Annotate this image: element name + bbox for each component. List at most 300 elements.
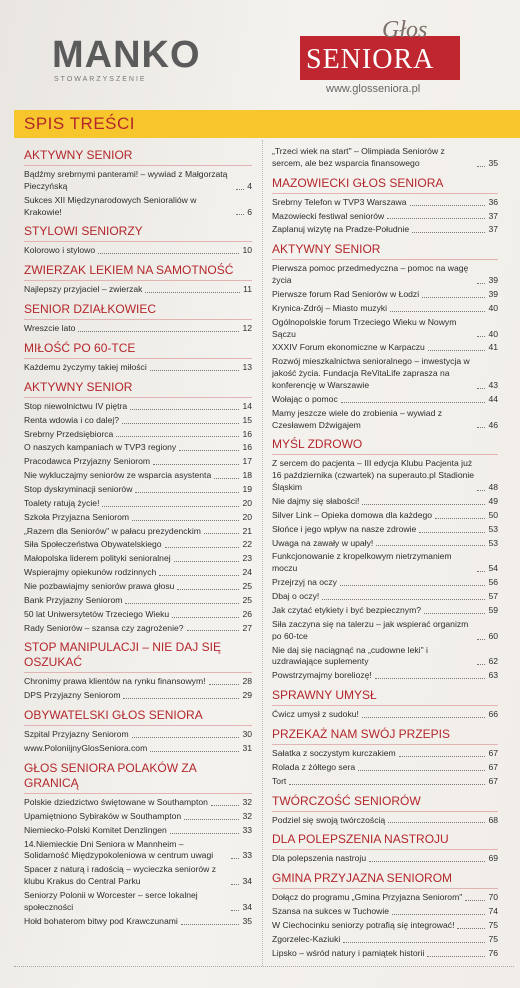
entry-page-number: 37 <box>488 224 498 235</box>
entry-title: Rady Seniorów – szansa czy zagrożenie? <box>24 622 184 633</box>
dot-leader <box>410 205 486 206</box>
entry-title: Dbaj o oczy! <box>272 591 320 602</box>
dot-leader <box>236 214 244 215</box>
toc-entry[interactable] <box>272 591 498 603</box>
dot-leader <box>150 751 239 752</box>
entry-page-number: 20 <box>242 497 252 508</box>
toc-entry[interactable] <box>272 524 498 536</box>
entry-title: W Ciechocinku seniorzy potrafią się integrować! <box>272 919 455 930</box>
entry-title: Nie wykluczajmy seniorów ze wsparcia asystenta <box>24 470 212 481</box>
dot-leader <box>211 805 240 806</box>
entry-page-number: 59 <box>488 604 498 615</box>
entry-title: Nie pozbawiajmy seniorów prawa głosu <box>24 581 175 592</box>
glos-logo-script: Głos <box>382 17 428 43</box>
bottom-divider <box>14 966 514 967</box>
entry-page-number: 40 <box>488 302 498 313</box>
toc-section <box>272 242 498 431</box>
toc-entry[interactable] <box>272 619 498 643</box>
entry-title: Rolada z żółtego sera <box>272 761 356 772</box>
entry-title: Polskie dziedzictwo świętowane w Southampton <box>24 796 208 807</box>
toc-entry[interactable] <box>24 484 252 496</box>
section-title: GŁOS SENIORA POLAKÓW ZA GRANICĄ <box>24 761 252 794</box>
dot-leader <box>289 784 485 785</box>
dot-leader <box>340 585 485 586</box>
entry-title: Wołając o pomoc <box>272 393 338 404</box>
toc-section <box>24 708 252 755</box>
dot-leader <box>412 232 485 233</box>
entry-page-number: 16 <box>242 428 252 439</box>
entry-title: Sukces XII Międzynarodowych Senioraliów w Krakowie! <box>24 194 197 217</box>
toc-entry[interactable] <box>24 729 252 741</box>
dot-leader <box>231 858 239 859</box>
entry-title: Funkcjonowanie z kropelkowym nietrzymaniem moczu <box>272 551 452 574</box>
entry-page-number: 48 <box>488 482 498 493</box>
toc-entry[interactable] <box>24 864 252 888</box>
entry-page-number: 15 <box>242 414 252 425</box>
entry-title: Zaplanuj wizytę na Pradze-Południe <box>272 224 410 235</box>
entry-page-number: 32 <box>242 810 252 821</box>
dot-leader <box>231 910 239 911</box>
dot-leader <box>419 532 485 533</box>
dot-leader <box>170 833 240 834</box>
entry-title: Toalety ratują życie! <box>24 497 100 508</box>
toc-entry[interactable] <box>272 920 498 932</box>
dot-leader <box>130 409 239 410</box>
toc-entry[interactable] <box>272 906 498 918</box>
toc-section <box>272 727 498 788</box>
entry-title: Z sercem do pacjenta – III edycja Klubu Pacjenta już 16 października (czwartek) na superauto.pl Stadionie Śląskim <box>272 458 475 493</box>
toc-entry[interactable] <box>24 890 252 914</box>
toc-entry[interactable] <box>24 539 252 551</box>
entry-page-number: 63 <box>488 670 498 681</box>
dot-leader <box>125 603 239 604</box>
section-title: AKTYWNY SENIOR <box>24 148 252 166</box>
entry-title: Silver Link – Opieka domowa dla każdego <box>272 509 433 520</box>
toc-entry[interactable] <box>24 401 252 413</box>
dot-leader <box>341 402 486 403</box>
entry-page-number: 25 <box>242 594 252 605</box>
dot-leader <box>172 617 239 618</box>
toc-left-column <box>24 146 252 930</box>
entry-page-number: 54 <box>488 563 498 574</box>
entry-page-number: 31 <box>242 743 252 754</box>
toc-entry[interactable] <box>24 811 252 823</box>
entry-page-number: 26 <box>242 608 252 619</box>
entry-page-number: 75 <box>488 919 498 930</box>
entry-title: Hołd bohaterom bitwy pod Krawczunami <box>24 915 178 926</box>
section-title: SENIOR DZIAŁKOWIEC <box>24 302 252 320</box>
toc-entry[interactable] <box>272 605 498 617</box>
entry-title: Najlepszy przyjaciel – zwierzak <box>24 284 143 295</box>
entry-title: Spacer z naturą i radością – wycieczka seniorów z klubu Krakus do Central Parku <box>24 864 217 887</box>
dot-leader <box>135 492 239 493</box>
toc-entry[interactable] <box>272 709 498 721</box>
entry-page-number: 14 <box>242 400 252 411</box>
section-title: SPRAWNY UMYSŁ <box>272 688 498 706</box>
dot-leader <box>204 533 240 534</box>
dot-leader <box>477 283 485 284</box>
entry-title: Srebrny Telefon w TVP3 Warszawa <box>272 196 407 207</box>
toc-section <box>272 688 498 721</box>
entry-title: Ćwicz umysł z sudoku! <box>272 709 359 720</box>
dot-leader <box>358 770 485 771</box>
column-divider <box>262 140 263 966</box>
entry-page-number: 35 <box>242 915 252 926</box>
entry-page-number: 56 <box>488 577 498 588</box>
dot-leader <box>123 698 239 699</box>
entry-title: Siła Społeczeństwa Obywatelskiego <box>24 539 162 550</box>
dot-leader <box>465 900 485 901</box>
dot-leader <box>181 924 240 925</box>
dot-leader <box>477 664 485 665</box>
toc-entry[interactable] <box>272 408 498 432</box>
entry-page-number: 6 <box>247 206 252 217</box>
entry-title: Nie daj się naciągnąć na „cudowne leki" i uzdrawiające suplementy <box>272 644 428 667</box>
entry-page-number: 10 <box>242 245 252 256</box>
dot-leader <box>477 388 485 389</box>
dot-leader <box>322 599 485 600</box>
entry-title: Uwaga na zawały w upały! <box>272 537 374 548</box>
entry-page-number: 21 <box>242 525 252 536</box>
entry-page-number: 37 <box>488 210 498 221</box>
entry-title: Dla polepszenia nastroju <box>272 853 367 864</box>
toc-entry[interactable] <box>24 609 252 621</box>
entry-title: Ogólnopolskie forum Trzeciego Wieku w Nowym Sączu <box>272 316 457 339</box>
entry-page-number: 76 <box>488 947 498 958</box>
toc-entry[interactable] <box>24 284 252 296</box>
toc-entry[interactable] <box>272 776 498 788</box>
entry-page-number: 39 <box>488 275 498 286</box>
dot-leader <box>428 350 486 351</box>
dot-leader <box>399 756 486 757</box>
section-title: TWÓRCZOŚĆ SENIORÓW <box>272 794 498 812</box>
entry-title: Stop dyskryminacji seniorów <box>24 484 133 495</box>
entry-title: Krynica-Zdrój – Miasto muzyki <box>272 302 388 313</box>
entry-title: Szansa na sukces w Tuchowie <box>272 906 390 917</box>
entry-title: Bądźmy srebrnymi panterami! – wywiad z Małgorzatą Pieczyńską <box>24 169 228 191</box>
toc-entry[interactable] <box>272 853 498 865</box>
entry-page-number: 60 <box>488 630 498 641</box>
toc-section <box>24 148 252 218</box>
dot-leader <box>477 166 485 167</box>
entry-title: Mamy jeszcze wiele do zrobienia – wywiad z Czesławem Dźwigajem <box>272 407 443 430</box>
toc-entry[interactable] <box>24 916 252 928</box>
section-title: AKTYWNY SENIOR <box>24 380 252 398</box>
dot-leader <box>236 189 244 190</box>
dot-leader <box>477 490 485 491</box>
dot-leader <box>477 336 485 337</box>
toc-section <box>24 224 252 257</box>
toc-entry[interactable] <box>24 553 252 565</box>
entry-page-number: 68 <box>488 814 498 825</box>
dot-leader <box>376 545 485 546</box>
entry-title: Podziel się swoją twórczością <box>272 814 386 825</box>
toc-entry[interactable] <box>24 581 252 593</box>
dot-leader <box>477 427 485 428</box>
entry-title: XXXIV Forum ekonomiczne w Karpaczu <box>272 342 425 353</box>
entry-title: Siła zaczyna się na talerzu – jak wspierać organizm po 60-tce <box>272 618 469 641</box>
section-title: STYLOWI SENIORZY <box>24 224 252 242</box>
toc-entry[interactable] <box>24 676 252 688</box>
dot-leader <box>177 589 239 590</box>
entry-title: Dołącz do programu „Gmina Przyjazna Seniorom" <box>272 892 463 903</box>
entry-page-number: 41 <box>488 342 498 353</box>
entry-page-number: 39 <box>488 289 498 300</box>
dot-leader <box>427 956 485 957</box>
dot-leader <box>362 717 486 718</box>
entry-title: DPS Przyjazny Seniorom <box>24 690 121 701</box>
entry-page-number: 44 <box>488 393 498 404</box>
toc-section <box>272 871 498 959</box>
entry-page-number: 12 <box>242 323 252 334</box>
toc-entry[interactable] <box>272 263 498 287</box>
entry-title: Zgorzelec-Kaziuki <box>272 933 341 944</box>
dot-leader <box>392 914 485 915</box>
glos-logo-main: SENIORA <box>306 44 435 75</box>
section-title: DLA POLEPSZENIA NASTROJU <box>272 832 498 850</box>
entry-title: Upamiętniono Sybiraków w Southampton <box>24 810 182 821</box>
toc-entry[interactable] <box>272 458 498 494</box>
dot-leader <box>387 218 485 219</box>
entry-page-number: 69 <box>488 853 498 864</box>
dot-leader <box>369 861 485 862</box>
toc-section <box>24 263 252 296</box>
toc-entry[interactable] <box>24 839 252 863</box>
section-title: MYŚL ZDROWO <box>272 437 498 455</box>
manko-logo <box>52 32 232 92</box>
entry-title: Wreszcie lato <box>24 323 76 334</box>
toc-section <box>24 761 252 928</box>
toc-entry[interactable] <box>24 429 252 441</box>
entry-page-number: 66 <box>488 709 498 720</box>
entry-title: Tort <box>272 775 287 786</box>
toc-entry[interactable] <box>272 510 498 522</box>
entry-page-number: 35 <box>488 157 498 168</box>
entry-title: Pracodawca Przyjazny Seniorom <box>24 456 151 467</box>
toc-entry[interactable] <box>24 512 252 524</box>
dot-leader <box>435 518 485 519</box>
manko-logo-subtitle: STOWARZYSZENIE <box>54 76 147 83</box>
entry-title: Renta wdowia i co dalej? <box>24 414 120 425</box>
toc-entry[interactable] <box>272 146 498 170</box>
toc-entry[interactable] <box>272 317 498 341</box>
dot-leader <box>184 819 239 820</box>
dot-leader <box>187 630 240 631</box>
dot-leader <box>98 253 239 254</box>
dot-leader <box>477 639 485 640</box>
section-title: GMINA PRZYJAZNA SENIOROM <box>272 871 498 889</box>
toc-entry[interactable] <box>24 456 252 468</box>
toc-section <box>24 302 252 335</box>
entry-page-number: 53 <box>488 523 498 534</box>
entry-page-number: 20 <box>242 511 252 522</box>
dot-leader <box>132 520 239 521</box>
entry-page-number: 36 <box>488 196 498 207</box>
entry-page-number: 24 <box>242 567 252 578</box>
entry-title: 50 lat Uniwersytetów Trzeciego Wieku <box>24 608 170 619</box>
section-title: AKTYWNY SENIOR <box>272 242 498 260</box>
toc-entry[interactable] <box>24 415 252 427</box>
toc-entry[interactable] <box>24 470 252 482</box>
toc-entry[interactable] <box>24 797 252 809</box>
entry-page-number: 28 <box>242 676 252 687</box>
dot-leader <box>343 942 485 943</box>
toc-entry[interactable] <box>272 934 498 946</box>
dot-leader <box>132 737 240 738</box>
toc-entry[interactable] <box>272 892 498 904</box>
entry-page-number: 49 <box>488 496 498 507</box>
entry-title: „Trzeci wiek na start" – Olimpiada Seniorów z sercem, ale bez wsparcia finansowego <box>272 146 445 168</box>
toc-entry[interactable] <box>272 670 498 682</box>
entry-page-number: 62 <box>488 656 498 667</box>
entry-title: Mazowiecki festiwal seniorów <box>272 210 385 221</box>
toc-entry[interactable] <box>272 948 498 960</box>
entry-page-number: 46 <box>488 419 498 430</box>
toc-entry[interactable] <box>24 245 252 257</box>
toc-entry[interactable] <box>272 211 498 223</box>
toc-entry[interactable] <box>272 289 498 301</box>
dot-leader <box>145 292 240 293</box>
toc-section <box>272 437 498 682</box>
dot-leader <box>388 822 485 823</box>
toc-entry[interactable] <box>272 496 498 508</box>
dot-leader <box>174 561 240 562</box>
entry-title: Każdemu życzymy takiej miłości <box>24 362 147 373</box>
entry-title: Pierwsza pomoc przedmedyczna – pomoc na wagę życia <box>272 263 469 286</box>
dot-leader <box>477 571 485 572</box>
toc-entry[interactable] <box>24 595 252 607</box>
entry-title: Wspierajmy opiekunów rodzinnych <box>24 567 157 578</box>
entry-page-number: 29 <box>242 690 252 701</box>
dot-leader <box>102 506 239 507</box>
toc-section <box>24 341 252 374</box>
toc-entry[interactable] <box>24 690 252 702</box>
glos-url: www.glosseniora.pl <box>326 83 421 95</box>
entry-title: 14.Niemieckie Dni Seniora w Mannheim – Solidarność Międzypokoleniowa w centrum uwagi <box>24 838 214 861</box>
entry-page-number: 75 <box>488 933 498 944</box>
toc-entry[interactable] <box>272 645 498 669</box>
entry-page-number: 33 <box>242 850 252 861</box>
toc-entry[interactable] <box>24 498 252 510</box>
toc-entry[interactable] <box>24 526 252 538</box>
toc-entry[interactable] <box>24 623 252 635</box>
toc-section <box>24 640 252 702</box>
entry-page-number: 34 <box>242 876 252 887</box>
toc-entry[interactable] <box>272 394 498 406</box>
entry-page-number: 11 <box>243 284 252 295</box>
dot-leader <box>231 884 239 885</box>
toc-entry[interactable] <box>272 577 498 589</box>
entry-title: O naszych kampaniach w TVP3 regiony <box>24 442 177 453</box>
dot-leader <box>375 678 486 679</box>
dot-leader <box>116 436 239 437</box>
toc-entry[interactable] <box>272 342 498 354</box>
toc-entry[interactable] <box>272 551 498 575</box>
entry-page-number: 33 <box>242 824 252 835</box>
toc-entry[interactable] <box>272 748 498 760</box>
toc-entry[interactable] <box>24 567 252 579</box>
toc-entry[interactable] <box>24 362 252 374</box>
dot-leader <box>390 311 485 312</box>
toc-entry[interactable] <box>24 169 252 193</box>
entry-page-number: 43 <box>488 380 498 391</box>
section-title: PRZEKAŻ NAM SWÓJ PRZEPIS <box>272 727 498 745</box>
dot-leader <box>122 423 239 424</box>
toc-section <box>272 146 498 170</box>
dot-leader <box>150 370 240 371</box>
dot-leader <box>153 464 239 465</box>
toc-section <box>272 794 498 827</box>
entry-title: Szpital Przyjazny Seniorom <box>24 729 129 740</box>
entry-title: Seniorzy Polonii w Worcester – serce lokalnej społeczności <box>24 889 198 912</box>
toc-right-column <box>272 146 498 962</box>
toc-entry[interactable] <box>272 356 498 392</box>
toc-entry[interactable] <box>24 323 252 335</box>
section-title: STOP MANIPULACJI – NIE DAJ SIĘ OSZUKAĆ <box>24 640 252 673</box>
toc-entry[interactable] <box>272 538 498 550</box>
entry-page-number: 4 <box>247 180 252 191</box>
section-title: ZWIERZAK LEKIEM NA SAMOTNOŚĆ <box>24 263 252 281</box>
entry-title: Niemiecko-Polski Komitet Denzlingen <box>24 824 167 835</box>
entry-title: Bank Przyjazny Seniorom <box>24 594 123 605</box>
entry-title: „Razem dla Seniorów" w pałacu prezydenckim <box>24 525 201 536</box>
entry-page-number: 57 <box>488 591 498 602</box>
entry-page-number: 22 <box>242 539 252 550</box>
entry-page-number: 30 <box>242 729 252 740</box>
toc-entry[interactable] <box>24 442 252 454</box>
entry-title: Powstrzymajmy boreliozę! <box>272 670 372 681</box>
dot-leader <box>78 331 239 332</box>
toc-entry[interactable] <box>272 815 498 827</box>
entry-page-number: 67 <box>488 761 498 772</box>
toc-entry[interactable] <box>24 825 252 837</box>
toc-section <box>272 176 498 237</box>
entry-page-number: 23 <box>242 553 252 564</box>
entry-page-number: 67 <box>488 775 498 786</box>
manko-logo-text: MANKO <box>52 34 201 76</box>
entry-page-number: 53 <box>488 537 498 548</box>
entry-page-number: 32 <box>242 796 252 807</box>
toc-entry[interactable] <box>24 743 252 755</box>
entry-title: Sałatka z soczystym kurczakiem <box>272 747 396 758</box>
toc-entry[interactable] <box>272 762 498 774</box>
entry-page-number: 74 <box>488 906 498 917</box>
toc-entry[interactable] <box>272 197 498 209</box>
dot-leader <box>424 613 485 614</box>
entry-title: Rozwój mieszkalnictwa senioralnego – inwestycja w jakość życia. Fundacja ReVitaLife zaprasza na konferencję w Warszawie <box>272 356 470 391</box>
entry-title: Srebrny Przedsiębiorca <box>24 428 114 439</box>
toc-entry[interactable] <box>272 303 498 315</box>
entry-title: Stop niewolnictwu IV piętra <box>24 400 128 411</box>
entry-title: Kolorowo i stylowo <box>24 245 96 256</box>
entry-page-number: 25 <box>242 581 252 592</box>
entry-page-number: 70 <box>488 892 498 903</box>
entry-page-number: 27 <box>242 622 252 633</box>
entry-title: Nie dajmy się słabości! <box>272 496 360 507</box>
dot-leader <box>214 478 239 479</box>
entry-page-number: 67 <box>488 747 498 758</box>
toc-entry[interactable] <box>272 224 498 236</box>
entry-page-number: 18 <box>242 470 252 481</box>
section-title: MAZOWIECKI GŁOS SENIORA <box>272 176 498 194</box>
entry-page-number: 50 <box>488 509 498 520</box>
entry-title: Szkoła Przyjazna Seniorom <box>24 511 130 522</box>
dot-leader <box>159 575 239 576</box>
toc-title: SPIS TREŚCI <box>24 114 135 133</box>
toc-entry[interactable] <box>24 195 252 219</box>
entry-page-number: 19 <box>242 484 252 495</box>
dot-leader <box>362 504 485 505</box>
